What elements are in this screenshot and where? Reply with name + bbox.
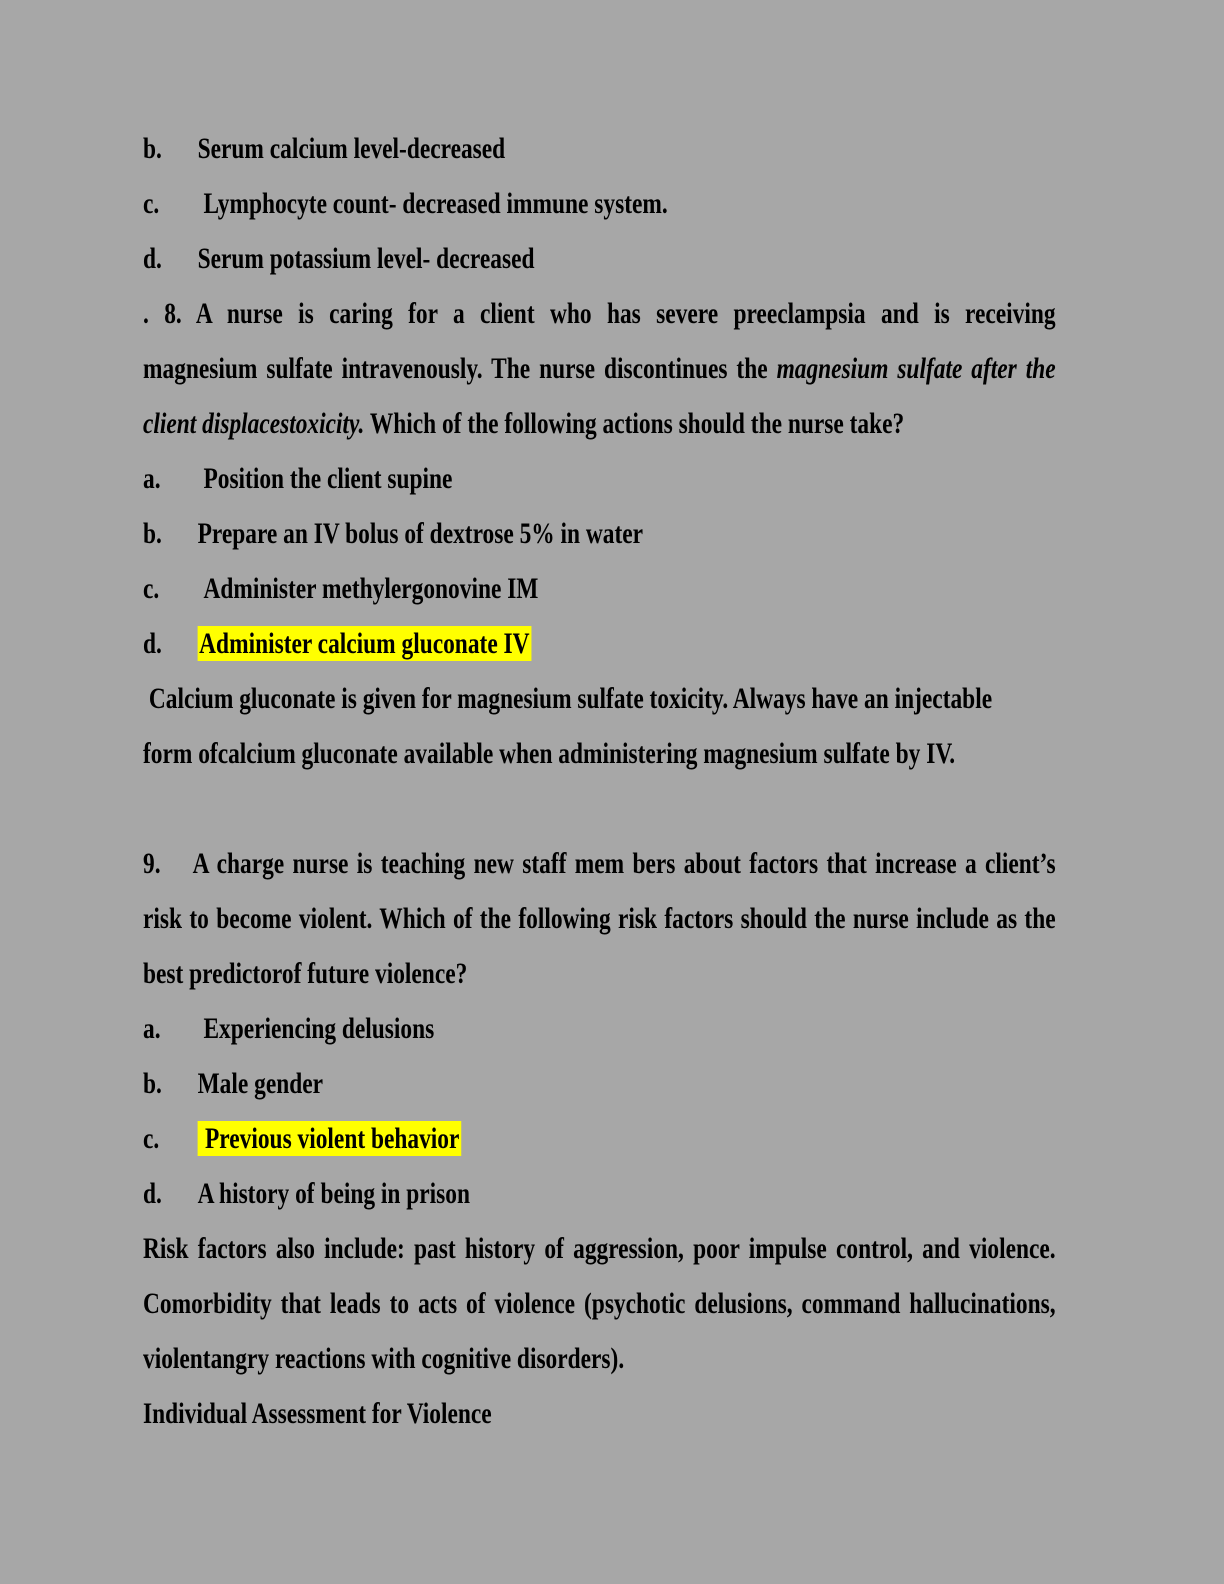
line-content (143, 616, 1056, 671)
highlighted-answer: Previous violent behavior (199, 1122, 460, 1155)
line-content (143, 836, 1056, 891)
text-segment: Male gender (197, 1067, 324, 1100)
line-content (143, 1001, 1056, 1056)
text-line (143, 836, 1055, 891)
highlighted-answer: Administer calcium gluconate IV (199, 627, 530, 660)
text-segment: risk to become violent. Which of the following risk factors should the nurse include as the (143, 902, 1056, 935)
text-line (143, 671, 1055, 726)
text-line (143, 1276, 1055, 1331)
line-content (143, 396, 1056, 451)
option-line (143, 176, 1055, 231)
text-segment: Lymphocyte count- decreased immune system. (197, 187, 668, 220)
blank-line (143, 781, 1055, 836)
text-line (143, 1221, 1055, 1276)
line-content (143, 1111, 1056, 1166)
option-letter: d. (143, 1177, 162, 1210)
text-segment: . 8. A nurse is caring for a client who has severe preeclampsia and is receiving (143, 297, 1056, 330)
text-segment: Position the client supine (197, 462, 453, 495)
option-line (143, 1166, 1055, 1221)
text-segment: form ofcalcium gluconate available when administering magnesium sulfate by IV. (143, 737, 956, 770)
text-segment: magnesium sulfate after the (776, 352, 1056, 385)
text-line (143, 1331, 1055, 1386)
text-segment: Which of the following actions should the nurse take? (364, 407, 905, 440)
text-line (143, 341, 1055, 396)
line-content (143, 1331, 1056, 1386)
text-segment: Experiencing delusions (197, 1012, 435, 1045)
line-content (143, 671, 1056, 726)
option-letter: b. (143, 517, 162, 550)
line-content (143, 1276, 1056, 1331)
option-letter: a. (143, 1012, 161, 1045)
document-page (143, 121, 1055, 1441)
option-line (143, 121, 1055, 176)
text-line (143, 396, 1055, 451)
text-segment: Calcium gluconate is given for magnesium sulfate toxicity. Always have an injectable (143, 682, 993, 715)
option-letter: c. (143, 187, 160, 220)
option-letter: a. (143, 462, 161, 495)
line-content (143, 891, 1056, 946)
line-content (143, 946, 1056, 1001)
option-line (143, 1111, 1055, 1166)
text-segment: Comorbidity that leads to acts of violence (psychotic delusions, command hallucinations, (143, 1287, 1056, 1320)
line-content (143, 1221, 1056, 1276)
text-line (143, 286, 1055, 341)
text-segment: Prepare an IV bolus of dextrose 5% in water (197, 517, 644, 550)
line-content (143, 121, 1056, 176)
text-line (143, 1386, 1055, 1441)
text-segment: 9. A charge nurse is teaching new staff mem bers about factors that increase a client’s (143, 847, 1056, 880)
line-content (143, 506, 1056, 561)
option-letter: c. (143, 1122, 160, 1155)
text-segment: Risk factors also include: past history of aggression, poor impulse control, and violence. (143, 1232, 1056, 1265)
option-letter: d. (143, 242, 162, 275)
option-letter: c. (143, 572, 160, 605)
line-content (143, 451, 1056, 506)
option-line (143, 616, 1055, 671)
option-line (143, 1056, 1055, 1111)
text-line (143, 891, 1055, 946)
option-line (143, 451, 1055, 506)
line-content (143, 1386, 1056, 1441)
option-line (143, 506, 1055, 561)
text-line (143, 946, 1055, 1001)
text-segment: Serum calcium level-decreased (197, 132, 506, 165)
text-segment: Administer methylergonovine IM (197, 572, 539, 605)
option-letter: b. (143, 1067, 162, 1100)
option-letter: d. (143, 627, 162, 660)
option-letter: b. (143, 132, 162, 165)
line-content (143, 341, 1056, 396)
text-line (143, 726, 1055, 781)
text-segment: best predictorof future violence? (143, 957, 468, 990)
line-content (143, 231, 1056, 286)
option-line (143, 561, 1055, 616)
line-content (143, 1056, 1056, 1111)
text-segment: violentangry reactions with cognitive disorders). (143, 1342, 625, 1375)
line-content (143, 176, 1056, 231)
line-content (143, 286, 1056, 341)
text-segment: Serum potassium level- decreased (197, 242, 535, 275)
text-segment: magnesium sulfate intravenously. The nurse discontinues the (143, 352, 777, 385)
line-content (143, 726, 1056, 781)
line-content (143, 561, 1056, 616)
option-line (143, 231, 1055, 286)
line-content (143, 1166, 1056, 1221)
text-segment: A history of being in prison (197, 1177, 471, 1210)
option-line (143, 1001, 1055, 1056)
text-segment: Individual Assessment for Violence (143, 1397, 492, 1430)
text-segment: client displacestoxicity. (143, 407, 365, 440)
